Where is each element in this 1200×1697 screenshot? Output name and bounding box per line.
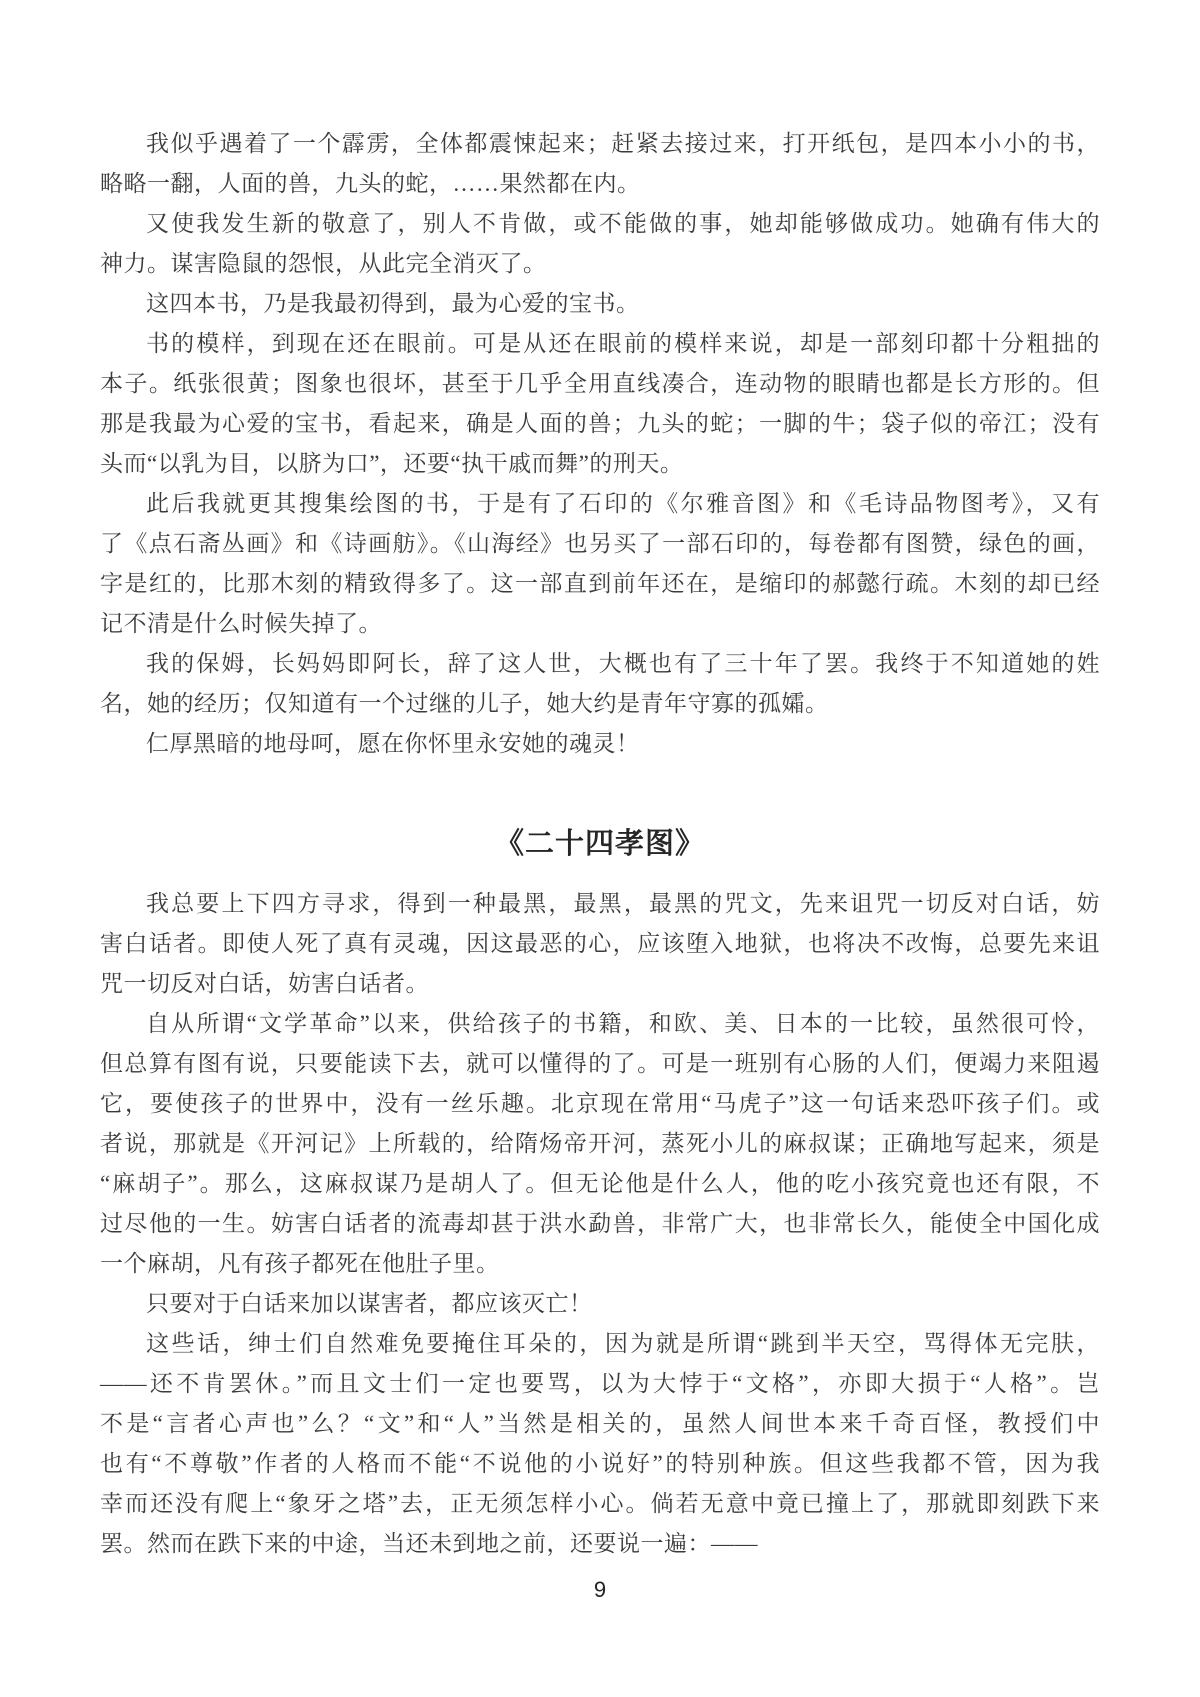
text-line: 书的模样，到现在还在眼前。可是从还在眼前的模样来说，却是一部刻印都十分粗拙的 bbox=[146, 331, 1100, 356]
text-line: 名，她的经历；仅知道有一个过继的儿子，她大约是青年守寡的孤孀。 bbox=[100, 691, 829, 716]
text-line: 仁厚黑暗的地母呵，愿在你怀里永安她的魂灵！ bbox=[146, 731, 640, 756]
text-line: 头而“以乳为目，以脐为口”，还要“执干戚而舞”的刑天。 bbox=[100, 451, 684, 476]
text-line: 但总算有图有说，只要能读下去，就可以懂得的了。可是一班别有心肠的人们，便竭力来阻遏 bbox=[100, 1051, 1100, 1076]
paragraph bbox=[100, 644, 1100, 724]
paragraph bbox=[100, 484, 1100, 644]
text-line: 幸而还没有爬上“象牙之塔”去，正无须怎样小心。倘若无意中竟已撞上了，那就即刻跌下来 bbox=[100, 1491, 1100, 1516]
paragraph bbox=[100, 204, 1100, 284]
page-number: 9 bbox=[593, 1577, 607, 1602]
text-column bbox=[100, 124, 1100, 1564]
paragraph bbox=[100, 724, 1100, 764]
text-line: 者说，那就是《开河记》上所载的，给隋炀帝开河，蒸死小儿的麻叔谋；正确地写起来，须是 bbox=[100, 1131, 1100, 1156]
chapter-title: 《二十四孝图》 bbox=[494, 828, 705, 860]
text-line: 害白话者。即使人死了真有灵魂，因这最恶的心，应该堕入地狱，也将决不改悔，总要先来诅 bbox=[100, 931, 1100, 956]
text-line: 我似乎遇着了一个霹雳，全体都震悚起来；赶紧去接过来，打开纸包，是四本小小的书， bbox=[146, 131, 1100, 156]
text-line: 过尽他的一生。妨害白话者的流毒却甚于洪水勐兽，非常广大，也非常长久，能使全中国化成 bbox=[100, 1211, 1100, 1236]
paragraph bbox=[100, 1004, 1100, 1284]
text-line: 略略一翻，人面的兽，九头的蛇，……果然都在内。 bbox=[100, 171, 641, 196]
text-line: 也有“不尊敬”作者的人格而不能“不说他的小说好”的特别种族。但这些我都不管，因为我 bbox=[100, 1451, 1100, 1476]
text-line: 咒一切反对白话，妨害白话者。 bbox=[100, 971, 429, 996]
text-line: 此后我就更其搜集绘图的书，于是有了石印的《尔雅音图》和《毛诗品物图考》，又有 bbox=[146, 491, 1100, 516]
text-line: 它，要使孩子的世界中，没有一丝乐趣。北京现在常用“马虎子”这一句话来恐吓孩子们。或 bbox=[100, 1091, 1100, 1116]
text-line: “麻胡子”。那么，这麻叔谋乃是胡人了。但无论他是什么人，他的吃小孩究竟也还有限，不 bbox=[100, 1171, 1100, 1196]
paragraph bbox=[100, 124, 1100, 204]
text-line: ——还不肯罢休。”而且文士们一定也要骂，以为大悖于“文格”，亦即大损于“人格”。岂 bbox=[100, 1371, 1100, 1396]
text-line: 只要对于白话来加以谋害者，都应该灭亡！ bbox=[146, 1291, 593, 1316]
paragraph bbox=[100, 284, 1100, 324]
paragraph bbox=[100, 324, 1100, 484]
text-line: 不是“言者心声也”么？“文”和“人”当然是相关的，虽然人间世本来千奇百怪，教授们中 bbox=[100, 1411, 1100, 1436]
text-line: 神力。谋害隐鼠的怨恨，从此完全消灭了。 bbox=[100, 251, 547, 276]
text-line: 本子。纸张很黄；图象也很坏，甚至于几乎全用直线凑合，连动物的眼睛也都是长方形的。但 bbox=[100, 371, 1100, 396]
text-line: 记不清是什么时候失掉了。 bbox=[100, 611, 382, 636]
text-line: 自从所谓“文学革命”以来，供给孩子的书籍，和欧、美、日本的一比较，虽然很可怜， bbox=[146, 1011, 1100, 1036]
text-line: 我的保姆，长妈妈即阿长，辞了这人世，大概也有了三十年了罢。我终于不知道她的姓 bbox=[146, 651, 1100, 676]
text-line: 我总要上下四方寻求，得到一种最黑，最黑，最黑的咒文，先来诅咒一切反对白话，妨 bbox=[146, 891, 1100, 916]
text-line: 这些话，绅士们自然难免要掩住耳朵的，因为就是所谓“跳到半天空，骂得体无完肤， bbox=[146, 1331, 1100, 1356]
text-line: 了《点石斋丛画》和《诗画舫》。《山海经》也另买了一部石印的，每卷都有图赞，绿色的画， bbox=[100, 531, 1100, 556]
text-line: 字是红的，比那木刻的精致得多了。这一部直到前年还在，是缩印的郝懿行疏。木刻的却已经 bbox=[100, 571, 1100, 596]
text-line: 这四本书，乃是我最初得到，最为心爱的宝书。 bbox=[146, 291, 640, 316]
section-achang-shanhaijing-ending bbox=[100, 124, 1100, 764]
text-line: 又使我发生新的敬意了，别人不肯做，或不能做的事，她却能够做成功。她确有伟大的 bbox=[146, 211, 1100, 236]
paragraph bbox=[100, 884, 1100, 1004]
paragraph bbox=[100, 1324, 1100, 1564]
text-line: 那是我最为心爱的宝书，看起来，确是人面的兽；九头的蛇；一脚的牛；袋子似的帝江；没有 bbox=[100, 411, 1100, 436]
paragraph bbox=[100, 1284, 1100, 1324]
text-line: 罢。然而在跌下来的中途，当还未到地之前，还要说一遍：—— bbox=[100, 1531, 758, 1556]
text-line: 一个麻胡，凡有孩子都死在他肚子里。 bbox=[100, 1251, 500, 1276]
section-ershisi-xiao-tu bbox=[100, 884, 1100, 1564]
